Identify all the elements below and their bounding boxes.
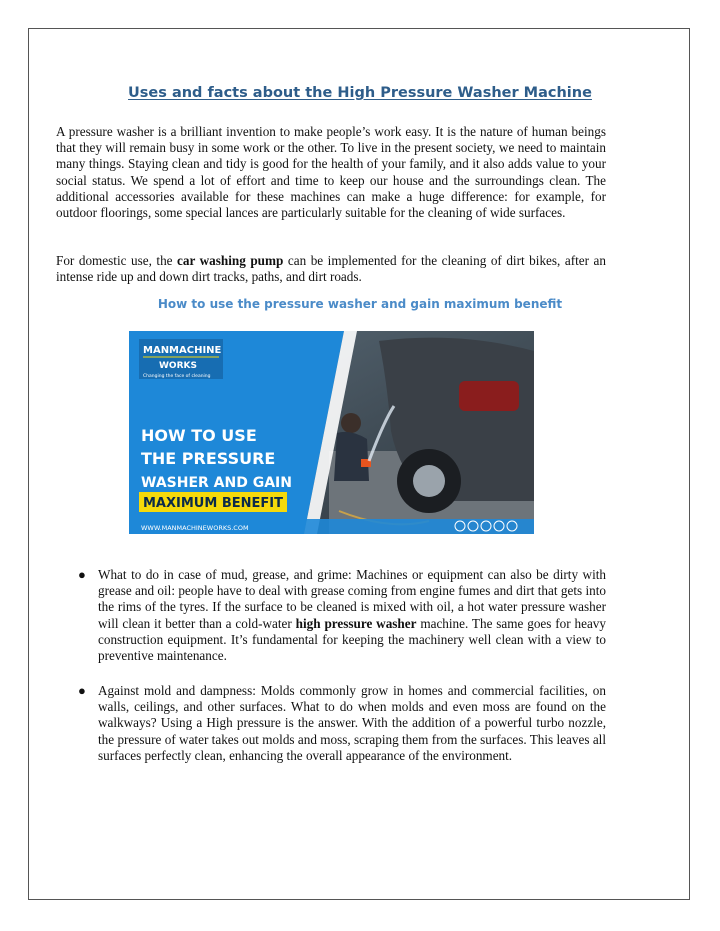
bullet-text-before: Against mold and dampness: Molds commonly grow in homes and commercial facilities, on walls, ceilings, and other surfaces. What to do when molds and even moss are found on the walkways? Using a High pressure is the answer. With the addition of a powerful turbo nozzle, the pressure of water takes out molds and moss, scraping them from the surfaces. This leaves all surfaces perfectly clean, enhancing the overall appearance of the environment. [98, 683, 606, 763]
intro-paragraph: A pressure washer is a brilliant invention to make people’s work easy. It is the nature of human beings that they will remain busy in some work or the other. To live in the present society, we need to maintain many things. Staying clean and tidy is good for the health of your family, and it also adds value to your social status. We spend a lot of effort and time to keep our house and the surroundings clean. The additional accessories available for these machines can make a huge difference: for example, for outdoor floorings, some special lances are particularly suitable for the cleaning of wide surfaces. [56, 124, 606, 221]
bullet-icon: ● [78, 567, 86, 582]
headline-line2: THE PRESSURE [141, 449, 276, 468]
document-title: Uses and facts about the High Pressure Washer Machine [128, 85, 592, 101]
car-washing-pump-link[interactable]: car washing pump [177, 253, 284, 268]
headline-line1: HOW TO USE [141, 426, 257, 445]
car-rim [413, 465, 445, 497]
domestic-text-before: For domestic use, the [56, 253, 178, 268]
domestic-text-after: can be implemented for the cleaning of dirt bikes, after an intense ride up and down dirt tracks, paths, and dirt roads. [56, 253, 606, 285]
banner-graphic [129, 331, 534, 534]
headline-line4: MAXIMUM BENEFIT [143, 496, 283, 511]
domestic-use-paragraph [56, 253, 606, 285]
worker-body [334, 432, 369, 481]
high-pressure-washer-link[interactable]: high pressure washer [295, 615, 417, 631]
brand-line1: MANMACHINE [143, 345, 222, 356]
section-subtitle: How to use the pressure washer and gain maximum benefit [157, 297, 563, 311]
worker-head [341, 413, 361, 433]
bullet-text [98, 683, 606, 764]
car-taillight [459, 381, 519, 411]
headline-line3: WASHER AND GAIN [141, 475, 292, 491]
bullet-text [98, 567, 606, 664]
bullet-text-after: machine. The same goes for heavy construction equipment. It’s fundamental for keeping the machinery well clean with a view to preventive maintenance. [98, 615, 606, 664]
bullet-icon: ● [78, 683, 86, 698]
banner-website: WWW.MANMACHINEWORKS.COM [141, 524, 249, 532]
brand-tagline: Changing the face of cleaning [143, 374, 211, 379]
brand-line2: WORKS [159, 361, 197, 371]
banner-image [129, 331, 534, 534]
bullet-text-before: What to do in case of mud, grease, and grime: Machines or equipment can also be dirty with grease and oil: people have to deal with grease coming from engine fumes and dirt that gets into the rims of the tyres. If the surface to be cleaned is mixed with oil, a hot water pressure washer will clean it better than a cold-water [98, 567, 606, 631]
